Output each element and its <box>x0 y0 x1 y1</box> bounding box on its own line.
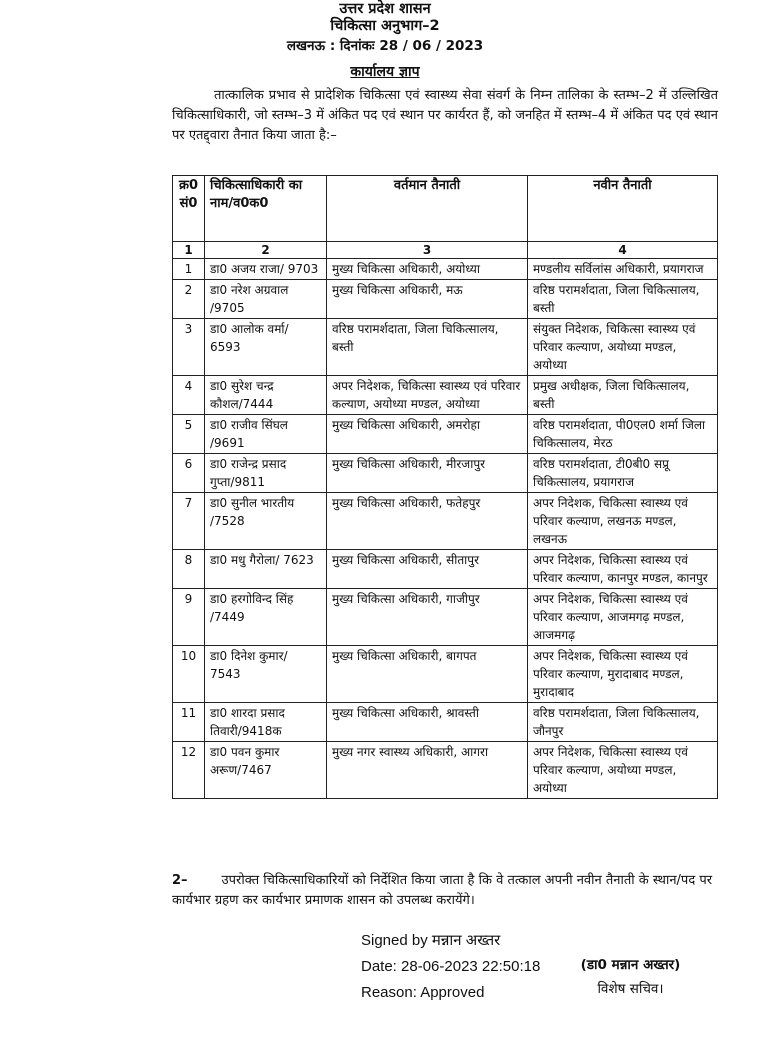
table-row <box>173 415 718 454</box>
table-row <box>173 550 718 589</box>
table-row <box>173 280 718 319</box>
table-row <box>173 589 718 646</box>
current-posting-cell: मुख्य चिकित्सा अधिकारी, फतेहपुर <box>327 493 528 550</box>
col-index: 4 <box>528 242 718 259</box>
serial-cell: 7 <box>173 493 205 550</box>
serial-cell: 6 <box>173 454 205 493</box>
serial-cell: 2 <box>173 280 205 319</box>
col-index: 1 <box>173 242 205 259</box>
serial-cell: 9 <box>173 589 205 646</box>
name-cell: डा0 हरगोविन्द सिंह /7449 <box>205 589 327 646</box>
name-cell: डा0 राजेन्द्र प्रसाद गुप्ता/9811 <box>205 454 327 493</box>
signatory-designation: विशेष सचिव। <box>597 981 664 997</box>
col-index: 3 <box>327 242 528 259</box>
doc-type-heading: कार्यालय ज्ञाप <box>350 64 420 80</box>
current-posting-cell: मुख्य चिकित्सा अधिकारी, बागपत <box>327 646 528 703</box>
para-text: उपरोक्त चिकित्साधिकारियों को निर्देशित किया जाता है कि वे तत्काल अपनी नवीन तैनाती के स्थान/पद पर कार्यभार ग्रहण कर कार्यभार प्रमाणक शासन को उपलब्ध करायेंगे। <box>172 873 713 908</box>
section-heading: चिकित्सा अनुभाग–2 <box>330 18 440 34</box>
serial-cell: 4 <box>173 376 205 415</box>
signature-reason: Reason: Approved <box>361 984 485 1001</box>
current-posting-cell: अपर निदेशक, चिकित्सा स्वास्थ्य एवं परिवार कल्याण, अयोध्या मण्डल, अयोध्या <box>327 376 528 415</box>
header-new-posting: नवीन तैनाती <box>528 176 718 242</box>
header-name: चिकित्साधिकारी का नाम/व0क0 <box>205 176 327 242</box>
table-row <box>173 259 718 280</box>
place-date: लखनऊ : दिनांकः 28 / 06 / 2023 <box>286 38 484 54</box>
name-cell: डा0 शारदा प्रसाद तिवारी/9418क <box>205 703 327 742</box>
new-posting-cell: अपर निदेशक, चिकित्सा स्वास्थ्य एवं परिवार कल्याण, अयोध्या मण्डल, अयोध्या <box>528 742 718 799</box>
govt-heading: उत्तर प्रदेश शासन <box>339 1 431 17</box>
current-posting-cell: मुख्य चिकित्सा अधिकारी, सीतापुर <box>327 550 528 589</box>
para-2 <box>172 871 718 911</box>
new-posting-cell: अपर निदेशक, चिकित्सा स्वास्थ्य एवं परिवार कल्याण, कानपुर मण्डल, कानपुर <box>528 550 718 589</box>
serial-cell: 3 <box>173 319 205 376</box>
current-posting-cell: वरिष्ठ परामर्शदाता, जिला चिकित्सालय, बस्ती <box>327 319 528 376</box>
new-posting-cell: अपर निदेशक, चिकित्सा स्वास्थ्य एवं परिवार कल्याण, लखनऊ मण्डल, लखनऊ <box>528 493 718 550</box>
posting-table <box>172 175 718 799</box>
table-row <box>173 376 718 415</box>
new-posting-cell: अपर निदेशक, चिकित्सा स्वास्थ्य एवं परिवार कल्याण, मुरादाबाद मण्डल, मुरादाबाद <box>528 646 718 703</box>
name-cell: डा0 पवन कुमार अरूण/7467 <box>205 742 327 799</box>
current-posting-cell: मुख्य चिकित्सा अधिकारी, अमरोहा <box>327 415 528 454</box>
serial-cell: 1 <box>173 259 205 280</box>
table-row <box>173 742 718 799</box>
new-posting-cell: वरिष्ठ परामर्शदाता, जिला चिकित्सालय, बस्ती <box>528 280 718 319</box>
name-cell: डा0 राजीव सिंघल /9691 <box>205 415 327 454</box>
table-header-row <box>173 176 718 242</box>
new-posting-cell: अपर निदेशक, चिकित्सा स्वास्थ्य एवं परिवार कल्याण, आजमगढ़ मण्डल, आजमगढ़ <box>528 589 718 646</box>
name-cell: डा0 आलोक वर्मा/ 6593 <box>205 319 327 376</box>
name-cell: डा0 दिनेश कुमार/ 7543 <box>205 646 327 703</box>
current-posting-cell: मुख्य नगर स्वास्थ्य अधिकारी, आगरा <box>327 742 528 799</box>
name-cell: डा0 अजय राजा/ 9703 <box>205 259 327 280</box>
table-row <box>173 703 718 742</box>
table-row <box>173 646 718 703</box>
current-posting-cell: मुख्य चिकित्सा अधिकारी, मऊ <box>327 280 528 319</box>
para-number: 2– <box>172 873 188 888</box>
current-posting-cell: मुख्य चिकित्सा अधिकारी, अयोध्या <box>327 259 528 280</box>
serial-cell: 5 <box>173 415 205 454</box>
serial-cell: 10 <box>173 646 205 703</box>
table-row <box>173 319 718 376</box>
name-cell: डा0 सुनील भारतीय /7528 <box>205 493 327 550</box>
signatory-name: (डा0 मन्नान अख्तर) <box>580 957 681 973</box>
col-index: 2 <box>205 242 327 259</box>
signature-date: Date: 28-06-2023 22:50:18 <box>361 958 541 975</box>
intro-paragraph: तात्कालिक प्रभाव से प्रादेशिक चिकित्सा एवं स्वास्थ्य सेवा संवर्ग के निम्न तालिका के स्तम्भ–2 में उल्लिखित चिकित्साधिकारी, जो स्तम्भ–3 में अंकित पद एवं स्थान पर कार्यरत हैं, को जनहित में स्तम्भ–4 में अंकित पद एवं स्थान पर एतद्द्वारा तैनात किया जाता है:– <box>172 88 718 143</box>
name-cell: डा0 सुरेश चन्द्र कौशल/7444 <box>205 376 327 415</box>
new-posting-cell: वरिष्ठ परामर्शदाता, पी0एल0 शर्मा जिला चिकित्सालय, मेरठ <box>528 415 718 454</box>
new-posting-cell: वरिष्ठ परामर्शदाता, जिला चिकित्सालय, जौनपुर <box>528 703 718 742</box>
new-posting-cell: संयुक्त निदेशक, चिकित्सा स्वास्थ्य एवं परिवार कल्याण, अयोध्या मण्डल, अयोध्या <box>528 319 718 376</box>
signed-by: Signed by मन्नान अख्तर <box>361 932 501 949</box>
table-row <box>173 454 718 493</box>
header-current-posting: वर्तमान तैनाती <box>327 176 528 242</box>
new-posting-cell: मण्डलीय सर्विलांस अधिकारी, प्रयागराज <box>528 259 718 280</box>
header-serial: क्र0 सं0 <box>173 176 205 242</box>
column-index-row <box>173 242 718 259</box>
new-posting-cell: प्रमुख अधीक्षक, जिला चिकित्सालय, बस्ती <box>528 376 718 415</box>
table-row <box>173 493 718 550</box>
signatory-block <box>568 953 693 1001</box>
serial-cell: 12 <box>173 742 205 799</box>
current-posting-cell: मुख्य चिकित्सा अधिकारी, गाजीपुर <box>327 589 528 646</box>
current-posting-cell: मुख्य चिकित्सा अधिकारी, श्रावस्ती <box>327 703 528 742</box>
serial-cell: 8 <box>173 550 205 589</box>
current-posting-cell: मुख्य चिकित्सा अधिकारी, मीरजापुर <box>327 454 528 493</box>
new-posting-cell: वरिष्ठ परामर्शदाता, टी0बी0 सप्रू चिकित्सालय, प्रयागराज <box>528 454 718 493</box>
name-cell: डा0 मधु गैरोला/ 7623 <box>205 550 327 589</box>
name-cell: डा0 नरेश अग्रवाल /9705 <box>205 280 327 319</box>
serial-cell: 11 <box>173 703 205 742</box>
